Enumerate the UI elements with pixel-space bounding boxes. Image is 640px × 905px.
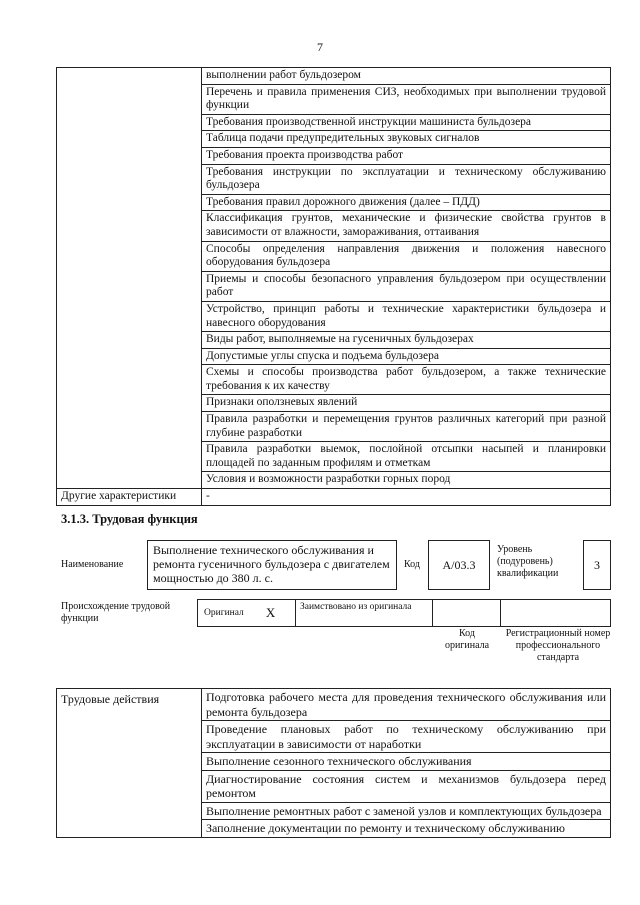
knowledge-item: Требования производственной инструкции машиниста бульдозера [202, 114, 611, 131]
table-row [57, 489, 611, 506]
knowledge-label-cell [57, 68, 202, 489]
code-label: Код [404, 559, 420, 570]
origin-code-cell [433, 600, 501, 626]
action-item: Подготовка рабочего места для проведения технического обслуживания или ремонта бульдозера [202, 689, 611, 721]
actions-table [56, 688, 611, 838]
name-label: Наименование [61, 559, 124, 570]
knowledge-item: Перечень и правила применения СИЗ, необходимых при выполнении трудовой функции [202, 84, 611, 114]
knowledge-item: Требования проекта производства работ [202, 147, 611, 164]
original-mark: X [265, 605, 276, 620]
other-value: - [202, 489, 611, 506]
knowledge-item: Устройство, принцип работы и технические характеристики бульдозера и навесного оборудования [202, 301, 611, 331]
table-row [57, 689, 611, 721]
knowledge-item: Правила разработки и перемещения грунтов различных категорий при разной глубине разработки [202, 412, 611, 442]
table-row [57, 68, 611, 85]
knowledge-item: Признаки оползневых явлений [202, 395, 611, 412]
origin-original-cell [198, 600, 296, 626]
level-value: 3 [583, 540, 611, 590]
section-title: 3.1.3. Трудовая функция [61, 512, 198, 526]
action-item: Заполнение документации по ремонту и техническому обслуживанию [202, 820, 611, 838]
function-name-value: Выполнение технического обслуживания и ремонта гусеничного бульдозера с двигателем мощностью до 380 л. с. [147, 540, 397, 590]
function-code-value: A/03.3 [428, 540, 490, 590]
origin-reg-cell [501, 600, 610, 626]
action-item: Проведение плановых работ по техническому обслуживанию при эксплуатации в зависимости от наработки [202, 721, 611, 753]
knowledge-item: Требования инструкции по эксплуатации и техническому обслуживанию бульдозера [202, 164, 611, 194]
knowledge-item: Требования правил дорожного движения (далее – ПДД) [202, 194, 611, 211]
knowledge-item: Правила разработки выемок, послойной отсыпки насыпей и планировки площадей по заданным профилям и отметкам [202, 442, 611, 472]
origin-label: Происхождение трудовой функции [61, 601, 171, 624]
knowledge-item: выполнении работ бульдозером [202, 68, 611, 85]
level-label: Уровень (подуровень) квалификации [497, 544, 559, 579]
borrowed-label: Заимствовано из оригинала [296, 600, 433, 626]
origin-row [197, 599, 611, 627]
action-item: Выполнение сезонного технического обслуживания [202, 753, 611, 771]
knowledge-item: Классификация грунтов, механические и физические свойства грунтов в зависимости от влажности, замораживания, оттаивания [202, 211, 611, 241]
action-item: Выполнение ремонтных работ с заменой узлов и комплектующих бульдозера [202, 802, 611, 820]
knowledge-item: Допустимые углы спуска и подъема бульдозера [202, 348, 611, 365]
knowledge-item: Виды работ, выполняемые на гусеничных бульдозерах [202, 332, 611, 349]
knowledge-item: Способы определения направления движения и положения навесного оборудования бульдозера [202, 241, 611, 271]
code-caption: Код оригинала [444, 628, 490, 651]
page-number: 7 [317, 40, 323, 54]
other-label: Другие характеристики [57, 489, 202, 506]
knowledge-item: Условия и возможности разработки горных пород [202, 472, 611, 489]
knowledge-item: Схемы и способы производства работ бульдозером, а также технические требования к их качеству [202, 365, 611, 395]
knowledge-item: Таблица подачи предупредительных звуковых сигналов [202, 131, 611, 148]
knowledge-table [56, 67, 611, 506]
knowledge-item: Приемы и способы безопасного управления бульдозером при осуществлении работ [202, 271, 611, 301]
original-label: Оригинал [204, 608, 244, 618]
actions-label: Трудовые действия [57, 689, 202, 838]
action-item: Диагностирование состояния систем и механизмов бульдозера перед ремонтом [202, 770, 611, 802]
reg-caption: Регистрационный номер профессионального стандарта [505, 628, 611, 663]
